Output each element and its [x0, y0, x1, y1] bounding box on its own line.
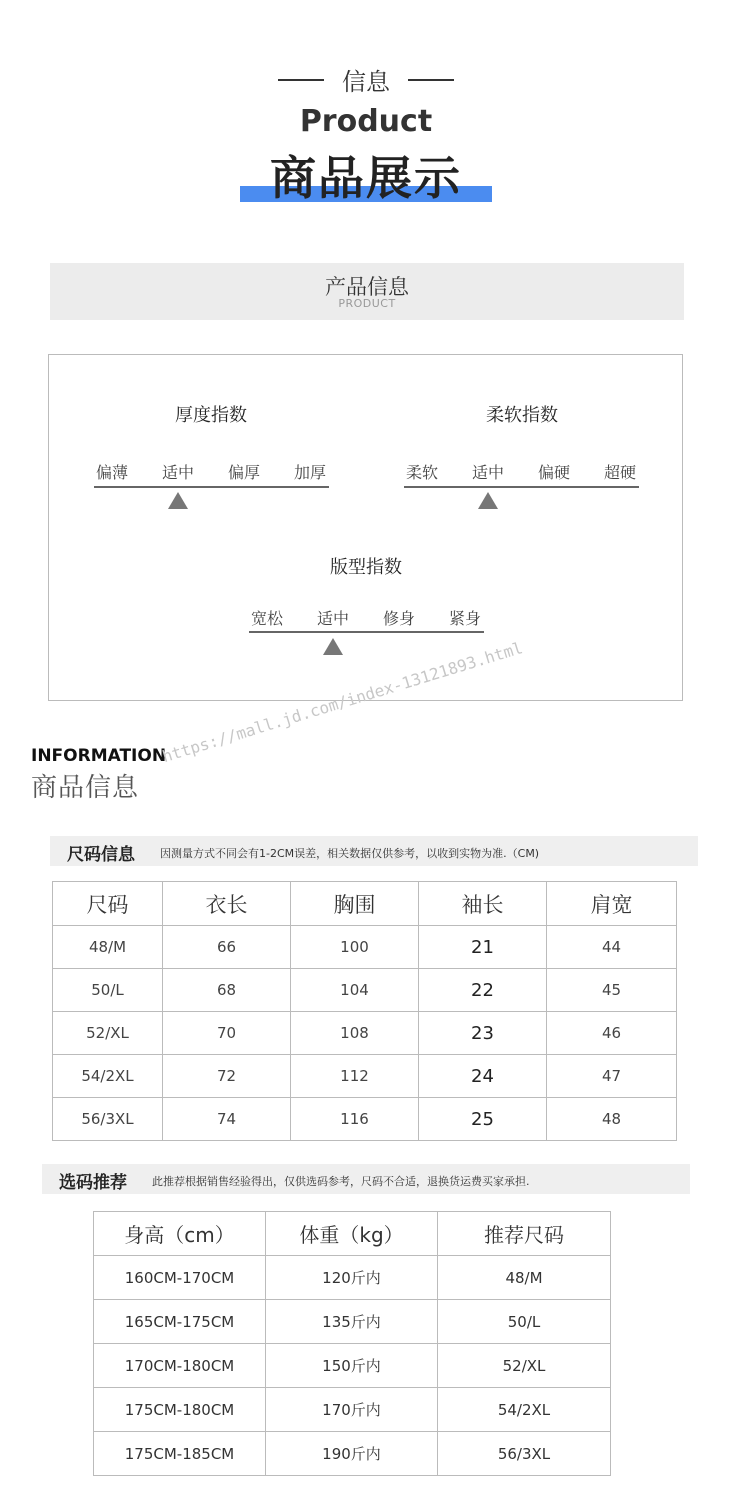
- softness-option: 偏硬: [537, 463, 570, 482]
- table-cell: 54/2XL: [53, 1055, 163, 1098]
- table-cell: 24: [419, 1055, 547, 1098]
- information-heading-cn: 商品信息: [31, 773, 140, 803]
- fit-scale-line: [249, 631, 484, 633]
- table-cell: 170斤内: [266, 1388, 438, 1432]
- softness-scale-line: [404, 486, 639, 488]
- table-cell: 45: [547, 969, 677, 1012]
- table-cell: 56/3XL: [438, 1432, 611, 1476]
- table-cell: 150斤内: [266, 1344, 438, 1388]
- thickness-option: 加厚: [293, 463, 326, 482]
- table-cell: 100: [291, 926, 419, 969]
- table-cell: 170CM-180CM: [94, 1344, 266, 1388]
- table-row: [53, 1012, 677, 1055]
- table-cell: 54/2XL: [438, 1388, 611, 1432]
- size-recommend-title: 选码推荐: [59, 1173, 127, 1193]
- table-cell: 135斤内: [266, 1300, 438, 1344]
- table-cell: 46: [547, 1012, 677, 1055]
- header-subtitle-en: Product: [299, 104, 433, 139]
- thickness-option: 适中: [161, 463, 194, 482]
- softness-option: 柔软: [405, 463, 438, 482]
- table-cell: 112: [291, 1055, 419, 1098]
- table-cell: 120斤内: [266, 1256, 438, 1300]
- length-col-header: 衣长: [163, 882, 291, 926]
- size-recommend-table: [93, 1211, 611, 1476]
- header-subtitle-cn: 信息: [342, 68, 390, 96]
- size-table-header-row: [53, 882, 677, 926]
- table-cell: 48/M: [438, 1256, 611, 1300]
- table-cell: 190斤内: [266, 1432, 438, 1476]
- fabric-index-panel: [48, 354, 683, 701]
- fit-indicator-icon: [323, 638, 343, 655]
- sleeve-col-header: 袖长: [419, 882, 547, 926]
- softness-index-title: 柔软指数: [486, 405, 558, 426]
- softness-option: 超硬: [603, 463, 636, 482]
- table-cell: 160CM-170CM: [94, 1256, 266, 1300]
- table-cell: 25: [419, 1098, 547, 1141]
- chest-col-header: 胸围: [291, 882, 419, 926]
- size-info-strip: [50, 836, 698, 866]
- table-row: [53, 1098, 677, 1141]
- table-cell: 48/M: [53, 926, 163, 969]
- table-cell: 108: [291, 1012, 419, 1055]
- table-cell: 56/3XL: [53, 1098, 163, 1141]
- table-cell: 23: [419, 1012, 547, 1055]
- table-cell: 52/XL: [438, 1344, 611, 1388]
- table-row: [94, 1344, 611, 1388]
- shoulder-col-header: 肩宽: [547, 882, 677, 926]
- product-info-banner: [50, 263, 684, 320]
- table-cell: 44: [547, 926, 677, 969]
- table-row: [94, 1256, 611, 1300]
- fit-option: 适中: [316, 609, 349, 628]
- table-cell: 175CM-185CM: [94, 1432, 266, 1476]
- table-cell: 50/L: [53, 969, 163, 1012]
- fit-option: 紧身: [448, 609, 481, 628]
- thickness-option: 偏厚: [227, 463, 260, 482]
- table-cell: 104: [291, 969, 419, 1012]
- table-cell: 48: [547, 1098, 677, 1141]
- softness-option: 适中: [471, 463, 504, 482]
- table-row: [53, 969, 677, 1012]
- table-row: [94, 1300, 611, 1344]
- table-cell: 52/XL: [53, 1012, 163, 1055]
- fit-option: 修身: [382, 609, 415, 628]
- size-table: [52, 881, 677, 1141]
- table-cell: 21: [419, 926, 547, 969]
- table-cell: 22: [419, 969, 547, 1012]
- table-row: [94, 1432, 611, 1476]
- table-cell: 116: [291, 1098, 419, 1141]
- thickness-indicator-icon: [168, 492, 188, 509]
- fit-index-title: 版型指数: [330, 557, 402, 578]
- banner-title-en: PRODUCT: [338, 297, 396, 310]
- size-info-title: 尺码信息: [67, 845, 135, 865]
- thickness-option: 偏薄: [95, 463, 128, 482]
- thickness-scale-line: [94, 486, 329, 488]
- recommended-size-col-header: 推荐尺码: [438, 1212, 611, 1256]
- size-info-note: 因测量方式不同会有1-2CM误差，相关数据仅供参考，以收到实物为准.（CM): [160, 847, 540, 860]
- table-cell: 66: [163, 926, 291, 969]
- table-cell: 74: [163, 1098, 291, 1141]
- table-cell: 50/L: [438, 1300, 611, 1344]
- size-recommend-strip: [42, 1164, 690, 1194]
- table-cell: 165CM-175CM: [94, 1300, 266, 1344]
- table-row: [94, 1388, 611, 1432]
- softness-indicator-icon: [478, 492, 498, 509]
- size-col-header: 尺码: [53, 882, 163, 926]
- table-row: [53, 926, 677, 969]
- watermark-url: https://mall.jd.com/index-13121893.html: [160, 638, 525, 767]
- banner-title-cn: 产品信息: [325, 275, 409, 299]
- size-recommend-note: 此推荐根据销售经验得出，仅供选码参考，尺码不合适，退换货运费买家承担.: [152, 1175, 530, 1188]
- table-cell: 70: [163, 1012, 291, 1055]
- table-cell: 175CM-180CM: [94, 1388, 266, 1432]
- page-title: 商品展示: [270, 151, 462, 205]
- fit-option: 宽松: [250, 609, 283, 628]
- thickness-index-title: 厚度指数: [175, 405, 247, 426]
- information-heading-en: INFORMATION: [31, 746, 167, 766]
- table-cell: 47: [547, 1055, 677, 1098]
- table-cell: 68: [163, 969, 291, 1012]
- height-col-header: 身高（cm）: [94, 1212, 266, 1256]
- weight-col-header: 体重（kg）: [266, 1212, 438, 1256]
- recommend-table-header-row: [94, 1212, 611, 1256]
- table-cell: 72: [163, 1055, 291, 1098]
- table-row: [53, 1055, 677, 1098]
